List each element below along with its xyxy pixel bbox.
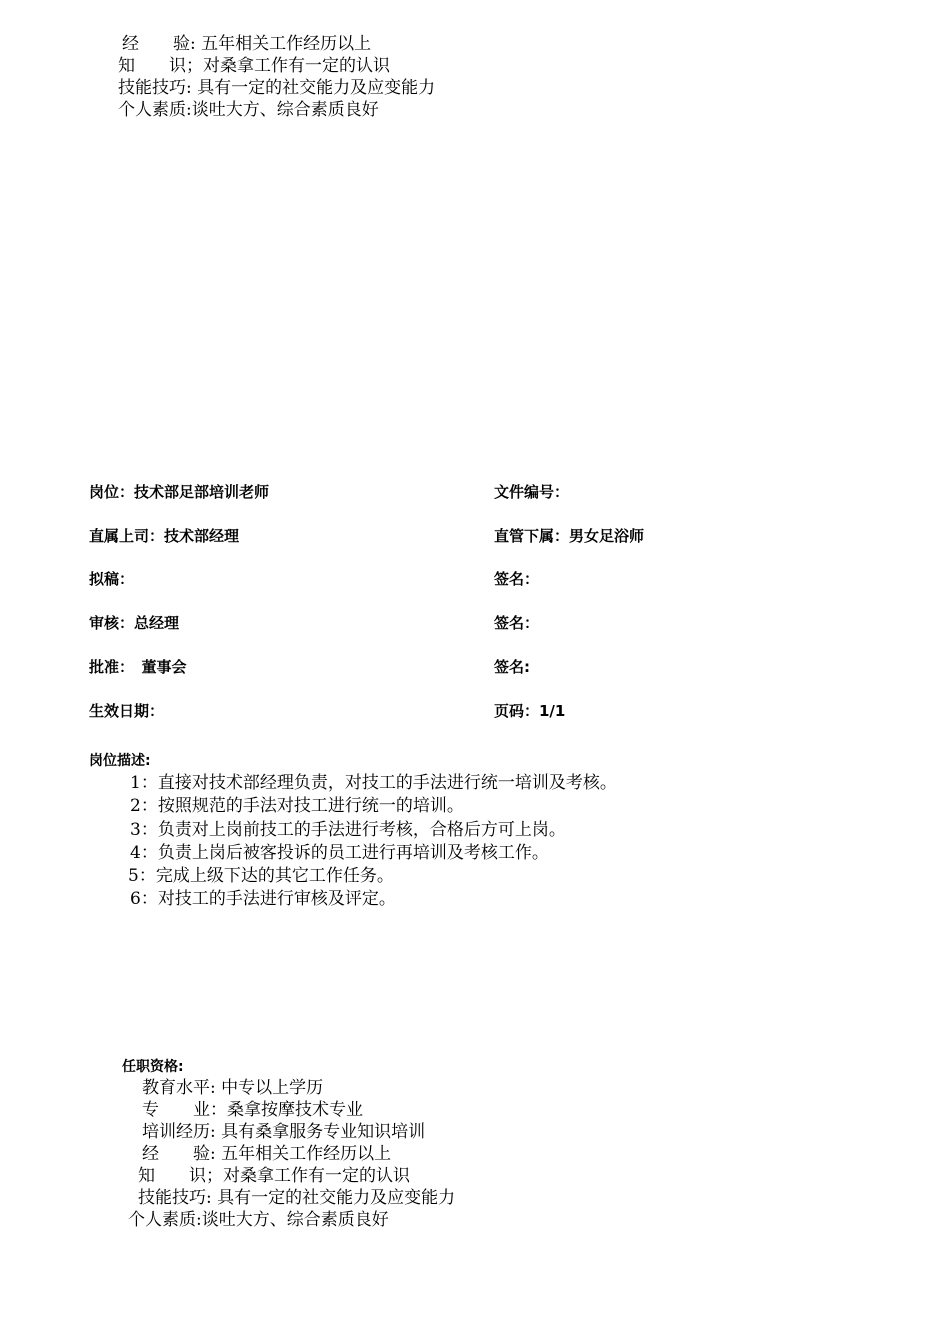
top-skills: 技能技巧: 具有一定的社交能力及应变能力 <box>118 78 436 98</box>
draft-field: 拟稿： <box>89 570 135 588</box>
qualification-personal: 个人素质:谈吐大方、综合素质良好 <box>128 1210 389 1230</box>
description-item-6: 6：对技工的手法进行审核及评定。 <box>130 889 396 909</box>
top-knowledge: 知 识；对桑拿工作有一定的认识 <box>118 56 390 76</box>
position-field: 岗位：技术部足部培训老师 <box>89 483 270 501</box>
top-experience: 经 验: 五年相关工作经历以上 <box>122 34 372 54</box>
file-number-field: 文件编号： <box>494 483 570 501</box>
description-item-2: 2：按照规范的手法对技工进行统一的培训。 <box>130 796 464 816</box>
description-item-5: 5：完成上级下达的其它工作任务。 <box>128 866 394 886</box>
description-item-4: 4：负责上岗后被客投诉的员工进行再培训及考核工作。 <box>130 843 549 863</box>
subordinate-field: 直管下属：男女足浴师 <box>494 527 645 545</box>
effective-date-field: 生效日期： <box>89 702 165 720</box>
page-number-field: 页码：1/1 <box>494 702 566 720</box>
qualification-knowledge: 知 识；对桑拿工作有一定的认识 <box>138 1166 410 1186</box>
top-personal: 个人素质:谈吐大方、综合素质良好 <box>118 100 379 120</box>
description-item-3: 3：负责对上岗前技工的手法进行考核，合格后方可上岗。 <box>130 820 566 840</box>
qualification-skills: 技能技巧: 具有一定的社交能力及应变能力 <box>138 1188 456 1208</box>
signature-field-3: 签名: <box>494 658 530 676</box>
superior-field: 直属上司：技术部经理 <box>89 527 240 545</box>
signature-field-2: 签名： <box>494 614 540 632</box>
qualification-training: 培训经历: 具有桑拿服务专业知识培训 <box>142 1122 426 1142</box>
description-item-1: 1：直接对技术部经理负责，对技工的手法进行统一培训及考核。 <box>130 773 617 793</box>
qualification-experience: 经 验: 五年相关工作经历以上 <box>142 1144 392 1164</box>
review-field: 审核：总经理 <box>89 614 180 632</box>
qualification-major: 专 业：桑拿按摩技术专业 <box>142 1100 363 1120</box>
approve-field: 批准： 董事会 <box>89 658 187 676</box>
description-title: 岗位描述: <box>89 753 151 769</box>
signature-field-1: 签名： <box>494 570 540 588</box>
qualification-education: 教育水平: 中专以上学历 <box>142 1078 324 1098</box>
qualification-title: 任职资格: <box>122 1059 184 1075</box>
